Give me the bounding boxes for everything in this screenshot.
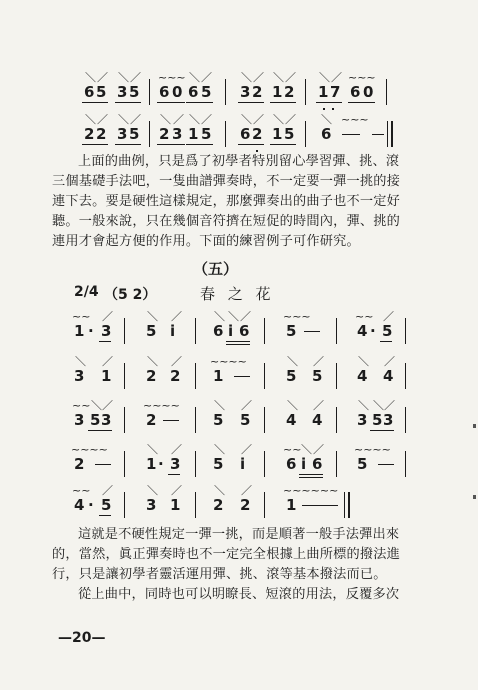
- score-line-2: [0, 115, 478, 155]
- technique-mark: ／: [384, 399, 395, 412]
- score-note: 2: [170, 367, 181, 385]
- technique-mark: ／: [171, 310, 182, 323]
- score-note: 5: [382, 322, 393, 340]
- score-note: 2: [213, 496, 224, 514]
- score-note: 6: [286, 455, 297, 473]
- technique-mark: ＼: [241, 113, 252, 126]
- score-note: 3: [170, 455, 181, 473]
- underline-beam: [270, 144, 296, 145]
- sustain-dash: [372, 134, 384, 135]
- technique-mark: ＼: [85, 71, 96, 84]
- underline-beam: [316, 102, 342, 103]
- technique-mark: ／: [313, 355, 324, 368]
- meter-label: 2/4: [74, 284, 99, 300]
- score-note: 2: [284, 83, 295, 101]
- paragraph-1-line: 連下去。要是硬性這樣規定，那麼彈奏出的曲子也不一定好: [52, 194, 401, 209]
- paragraph-2-line: 行，只是讓初學者靈活運用彈、挑、滾等基本撥法而已。: [52, 567, 387, 582]
- underline-beam: [115, 102, 141, 103]
- underline-beam: [186, 144, 213, 145]
- technique-mark: ／: [102, 310, 113, 323]
- technique-mark: ＼: [358, 355, 369, 368]
- score-note: 6: [350, 83, 361, 101]
- technique-mark: ＼: [147, 484, 158, 497]
- technique-mark: ／: [201, 113, 212, 126]
- bar-line: [195, 407, 196, 433]
- technique-mark: ~~~: [283, 310, 311, 323]
- score-line-6: [0, 445, 478, 485]
- paragraph-1-line: 連用才會起方便的作用。下面的練習例子可作研究。: [52, 234, 360, 249]
- bar-line: [149, 121, 150, 147]
- paragraph-1-line: 上面的曲例，只是爲了初學者特別留心學習彈、挑、滾: [78, 154, 400, 169]
- technique-mark: ＼: [214, 399, 225, 412]
- technique-mark: ~~: [72, 484, 91, 497]
- score-note: 5: [90, 411, 101, 429]
- score-line-3: [0, 312, 478, 352]
- bar-line: [264, 363, 265, 389]
- technique-mark: ＼: [189, 71, 200, 84]
- score-note: 5: [286, 367, 297, 385]
- bar-line: [225, 121, 226, 147]
- technique-mark: ＼: [214, 484, 225, 497]
- score-note: 1: [272, 83, 283, 101]
- technique-mark: ／: [383, 310, 394, 323]
- score-note: 5: [146, 322, 157, 340]
- score-line-7: [0, 486, 478, 526]
- score-note: 0: [363, 83, 374, 101]
- technique-mark: ／: [313, 399, 324, 412]
- technique-mark: ／: [102, 399, 113, 412]
- score-note: 3: [74, 367, 85, 385]
- score-note: ·: [370, 322, 376, 340]
- score-note: 3: [383, 411, 394, 429]
- score-note: 6: [188, 83, 199, 101]
- score-note: 5: [129, 83, 140, 101]
- sustain-dash: [304, 331, 320, 332]
- underline-beam: [168, 474, 180, 475]
- bar-line: [195, 492, 196, 518]
- score-note: 0: [172, 83, 183, 101]
- score-note: 2: [240, 496, 251, 514]
- underline-beam: [238, 102, 264, 103]
- technique-mark: ＼: [241, 71, 252, 84]
- technique-mark: ／: [171, 443, 182, 456]
- technique-mark: ＼: [301, 443, 312, 456]
- score-note: 3: [117, 83, 128, 101]
- technique-mark: ＼: [118, 113, 129, 126]
- underline-beam: [370, 430, 394, 431]
- technique-mark: ~~~~: [354, 443, 391, 456]
- score-note: 7: [330, 83, 341, 101]
- technique-mark: ＼: [85, 113, 96, 126]
- score-note: 3: [101, 411, 112, 429]
- score-note: 1: [170, 496, 181, 514]
- technique-mark: ／: [285, 71, 296, 84]
- technique-mark: ／: [97, 71, 108, 84]
- technique-mark: ＼: [160, 113, 171, 126]
- bar-line: [225, 79, 226, 105]
- technique-mark: ＼: [319, 71, 330, 84]
- score-note: 6: [239, 322, 250, 340]
- score-line-1: [0, 73, 478, 113]
- technique-mark: ／: [97, 113, 108, 126]
- bar-line: [336, 318, 337, 344]
- bar-line: [405, 407, 406, 433]
- score-note: ·: [88, 496, 94, 514]
- paragraph-1: [52, 152, 420, 252]
- bar-line: [336, 407, 337, 433]
- technique-mark: ／: [171, 355, 182, 368]
- underline-beam: [380, 341, 392, 342]
- bar-line: [124, 318, 125, 344]
- bar-line: [405, 451, 406, 477]
- underline-beam: [99, 341, 111, 342]
- bar-line: [149, 79, 150, 105]
- score-note: 6: [213, 322, 224, 340]
- sustain-dash: [302, 505, 338, 506]
- technique-mark: ＼: [358, 399, 369, 412]
- score-note: 5: [201, 125, 212, 143]
- score-note: 2: [96, 125, 107, 143]
- bar-line: [124, 363, 125, 389]
- key-label: （5 2）: [104, 287, 157, 303]
- score-note: ·: [88, 322, 94, 340]
- score-note: 2: [146, 367, 157, 385]
- score-note: 3: [240, 83, 251, 101]
- page-number: —20—: [58, 630, 106, 646]
- score-note: 5: [101, 496, 112, 514]
- score-note: 3: [146, 496, 157, 514]
- score-note: 1: [188, 125, 199, 143]
- score-note: 1: [213, 367, 224, 385]
- score-note: 4: [357, 322, 368, 340]
- technique-mark: ~~~: [158, 71, 186, 84]
- score-note: 5: [286, 322, 297, 340]
- underline-beam: [348, 102, 375, 103]
- score-line-4: [0, 357, 478, 397]
- score-note: 1: [101, 367, 112, 385]
- technique-mark: ＼: [273, 71, 284, 84]
- score-note: i: [170, 322, 176, 340]
- bar-line: [195, 451, 196, 477]
- score-note: 2: [252, 125, 263, 143]
- score-note: 1: [286, 496, 297, 514]
- score-note: i: [301, 455, 307, 473]
- technique-mark: ／: [253, 113, 264, 126]
- bar-line: [264, 407, 265, 433]
- technique-mark: ／: [240, 310, 251, 323]
- technique-mark: ＼: [189, 113, 200, 126]
- score-note: 4: [383, 367, 394, 385]
- score-note: 5: [201, 83, 212, 101]
- technique-mark: ／: [102, 355, 113, 368]
- score-note: 2: [74, 455, 85, 473]
- technique-mark: ~~~~: [143, 399, 180, 412]
- bar-line: [305, 121, 306, 147]
- score-note: 5: [213, 411, 224, 429]
- score-note: 5: [96, 83, 107, 101]
- paragraph-2-line: 從上曲中，同時也可以明瞭長、短滾的用法，反覆多次: [78, 587, 400, 602]
- bar-line: [264, 451, 265, 477]
- technique-mark: ＼: [75, 355, 86, 368]
- score-note: 6: [321, 125, 332, 143]
- technique-mark: ／: [331, 71, 342, 84]
- underline-beam: [82, 144, 108, 145]
- paragraph-2-line: 的，當然，眞正彈奏時也不一定完全根據上曲所標的撥法進: [52, 547, 401, 562]
- technique-mark: ／: [130, 113, 141, 126]
- underline-beam: [82, 102, 108, 103]
- technique-mark: ／: [102, 484, 113, 497]
- underline-beam: [88, 430, 112, 431]
- technique-mark: ／: [241, 484, 252, 497]
- technique-mark: ＼: [228, 310, 239, 323]
- underline-beam: [99, 515, 111, 516]
- score-note: 1: [146, 455, 157, 473]
- underline-beam: [115, 144, 141, 145]
- score-note: 5: [213, 455, 224, 473]
- technique-mark: ~~~~~~: [283, 484, 339, 497]
- technique-mark: ~~~~: [210, 355, 247, 368]
- technique-mark: ~~: [283, 443, 302, 456]
- score-note: 3: [357, 411, 368, 429]
- underline-beam: [186, 102, 213, 103]
- bar-line: [195, 363, 196, 389]
- technique-mark: ~~~~: [71, 443, 108, 456]
- technique-mark: ＼: [147, 443, 158, 456]
- technique-mark: ＼: [91, 399, 102, 412]
- underline-beam: [270, 102, 296, 103]
- bar-line: [124, 492, 125, 518]
- score-note: 5: [240, 411, 251, 429]
- bar-line: [264, 318, 265, 344]
- score-note: 3: [74, 411, 85, 429]
- score-note: 3: [117, 125, 128, 143]
- technique-mark: ／: [241, 399, 252, 412]
- technique-mark: ／: [253, 71, 264, 84]
- score-note: 4: [286, 411, 297, 429]
- paragraph-2: [52, 525, 420, 605]
- score-note: 1: [318, 83, 329, 101]
- score-note: 4: [74, 496, 85, 514]
- score-note: 3: [101, 322, 112, 340]
- bar-line: [195, 318, 196, 344]
- score-note: i: [240, 455, 246, 473]
- sustain-dash: [234, 376, 250, 377]
- paragraph-1-line: 聽。一般來說，只在幾個音符擠在短促的時間內，彈、挑的: [52, 214, 401, 229]
- bar-line: [405, 318, 406, 344]
- sustain-dash: [95, 464, 111, 465]
- underline-beam: [238, 144, 264, 145]
- bar-line: [124, 451, 125, 477]
- bar-line: [264, 492, 265, 518]
- score-note: 2: [159, 125, 170, 143]
- technique-mark: ~~: [72, 399, 91, 412]
- score-note: 5: [284, 125, 295, 143]
- score-note: 3: [172, 125, 183, 143]
- technique-mark: ＼: [147, 310, 158, 323]
- score-note: 2: [252, 83, 263, 101]
- piece-title: 春 之 花: [200, 285, 275, 303]
- score-note: 6: [312, 455, 323, 473]
- technique-mark: ~~: [72, 310, 91, 323]
- technique-mark: ＼: [321, 113, 332, 126]
- margin-speck: [473, 424, 476, 428]
- final-bar-line: [348, 492, 350, 518]
- technique-mark: ／: [201, 71, 212, 84]
- underline-beam: [299, 474, 323, 475]
- bar-line: [336, 451, 337, 477]
- final-bar-line-thin: [387, 121, 388, 147]
- score-note: 6: [159, 83, 170, 101]
- octave-dot-below: [323, 108, 325, 110]
- score-note: 1: [272, 125, 283, 143]
- technique-mark: ／: [173, 113, 184, 126]
- sustain-dash: [163, 420, 179, 421]
- score-line-5: [0, 401, 478, 441]
- section-heading: （五）: [193, 260, 239, 278]
- technique-mark: ~~~: [341, 113, 369, 126]
- score-note: i: [228, 322, 234, 340]
- margin-speck: [473, 495, 476, 499]
- technique-mark: ／: [241, 443, 252, 456]
- technique-mark: ／: [285, 113, 296, 126]
- technique-mark: ／: [130, 71, 141, 84]
- underline-beam: [226, 341, 250, 342]
- score-note: 2: [146, 411, 157, 429]
- score-note: 5: [372, 411, 383, 429]
- bar-line: [336, 363, 337, 389]
- score-note: 6: [240, 125, 251, 143]
- technique-mark: ＼: [287, 355, 298, 368]
- underline-beam-double: [226, 344, 250, 345]
- score-note: ·: [158, 455, 164, 473]
- octave-dot-below: [332, 108, 334, 110]
- underline-beam-double: [299, 477, 323, 478]
- score-note: 2: [84, 125, 95, 143]
- underline-beam: [157, 102, 185, 103]
- technique-mark: ＼: [118, 71, 129, 84]
- score-note: 5: [312, 367, 323, 385]
- technique-mark: ＼: [214, 443, 225, 456]
- score-note: 4: [312, 411, 323, 429]
- bar-line: [386, 79, 387, 105]
- score-note: 4: [357, 367, 368, 385]
- technique-mark: ／: [384, 355, 395, 368]
- score-note: 1: [74, 322, 85, 340]
- score-note: 5: [357, 455, 368, 473]
- score-note: 6: [84, 83, 95, 101]
- sustain-dash: [342, 134, 360, 135]
- sustain-dash: [378, 464, 394, 465]
- technique-mark: ＼: [147, 355, 158, 368]
- technique-mark: ＼: [214, 310, 225, 323]
- bar-line: [124, 407, 125, 433]
- technique-mark: ＼: [273, 113, 284, 126]
- underline-beam: [157, 144, 185, 145]
- technique-mark: ／: [171, 484, 182, 497]
- technique-mark: ~~~: [348, 71, 376, 84]
- technique-mark: ＼: [287, 399, 298, 412]
- bar-line: [305, 79, 306, 105]
- paragraph-2-line: 這就是不硬性規定一彈一挑，而是順著一般手法彈出來: [78, 527, 400, 542]
- score-note: 5: [129, 125, 140, 143]
- final-bar-line: [391, 121, 393, 147]
- technique-mark: ／: [313, 443, 324, 456]
- technique-mark: ~~: [355, 310, 374, 323]
- bar-line: [405, 363, 406, 389]
- final-bar-line-thin: [344, 492, 345, 518]
- technique-mark: ＼: [373, 399, 384, 412]
- paragraph-1-line: 三個基礎手法吧，一隻曲譜彈奏時，不一定要一彈一挑的接: [52, 174, 401, 189]
